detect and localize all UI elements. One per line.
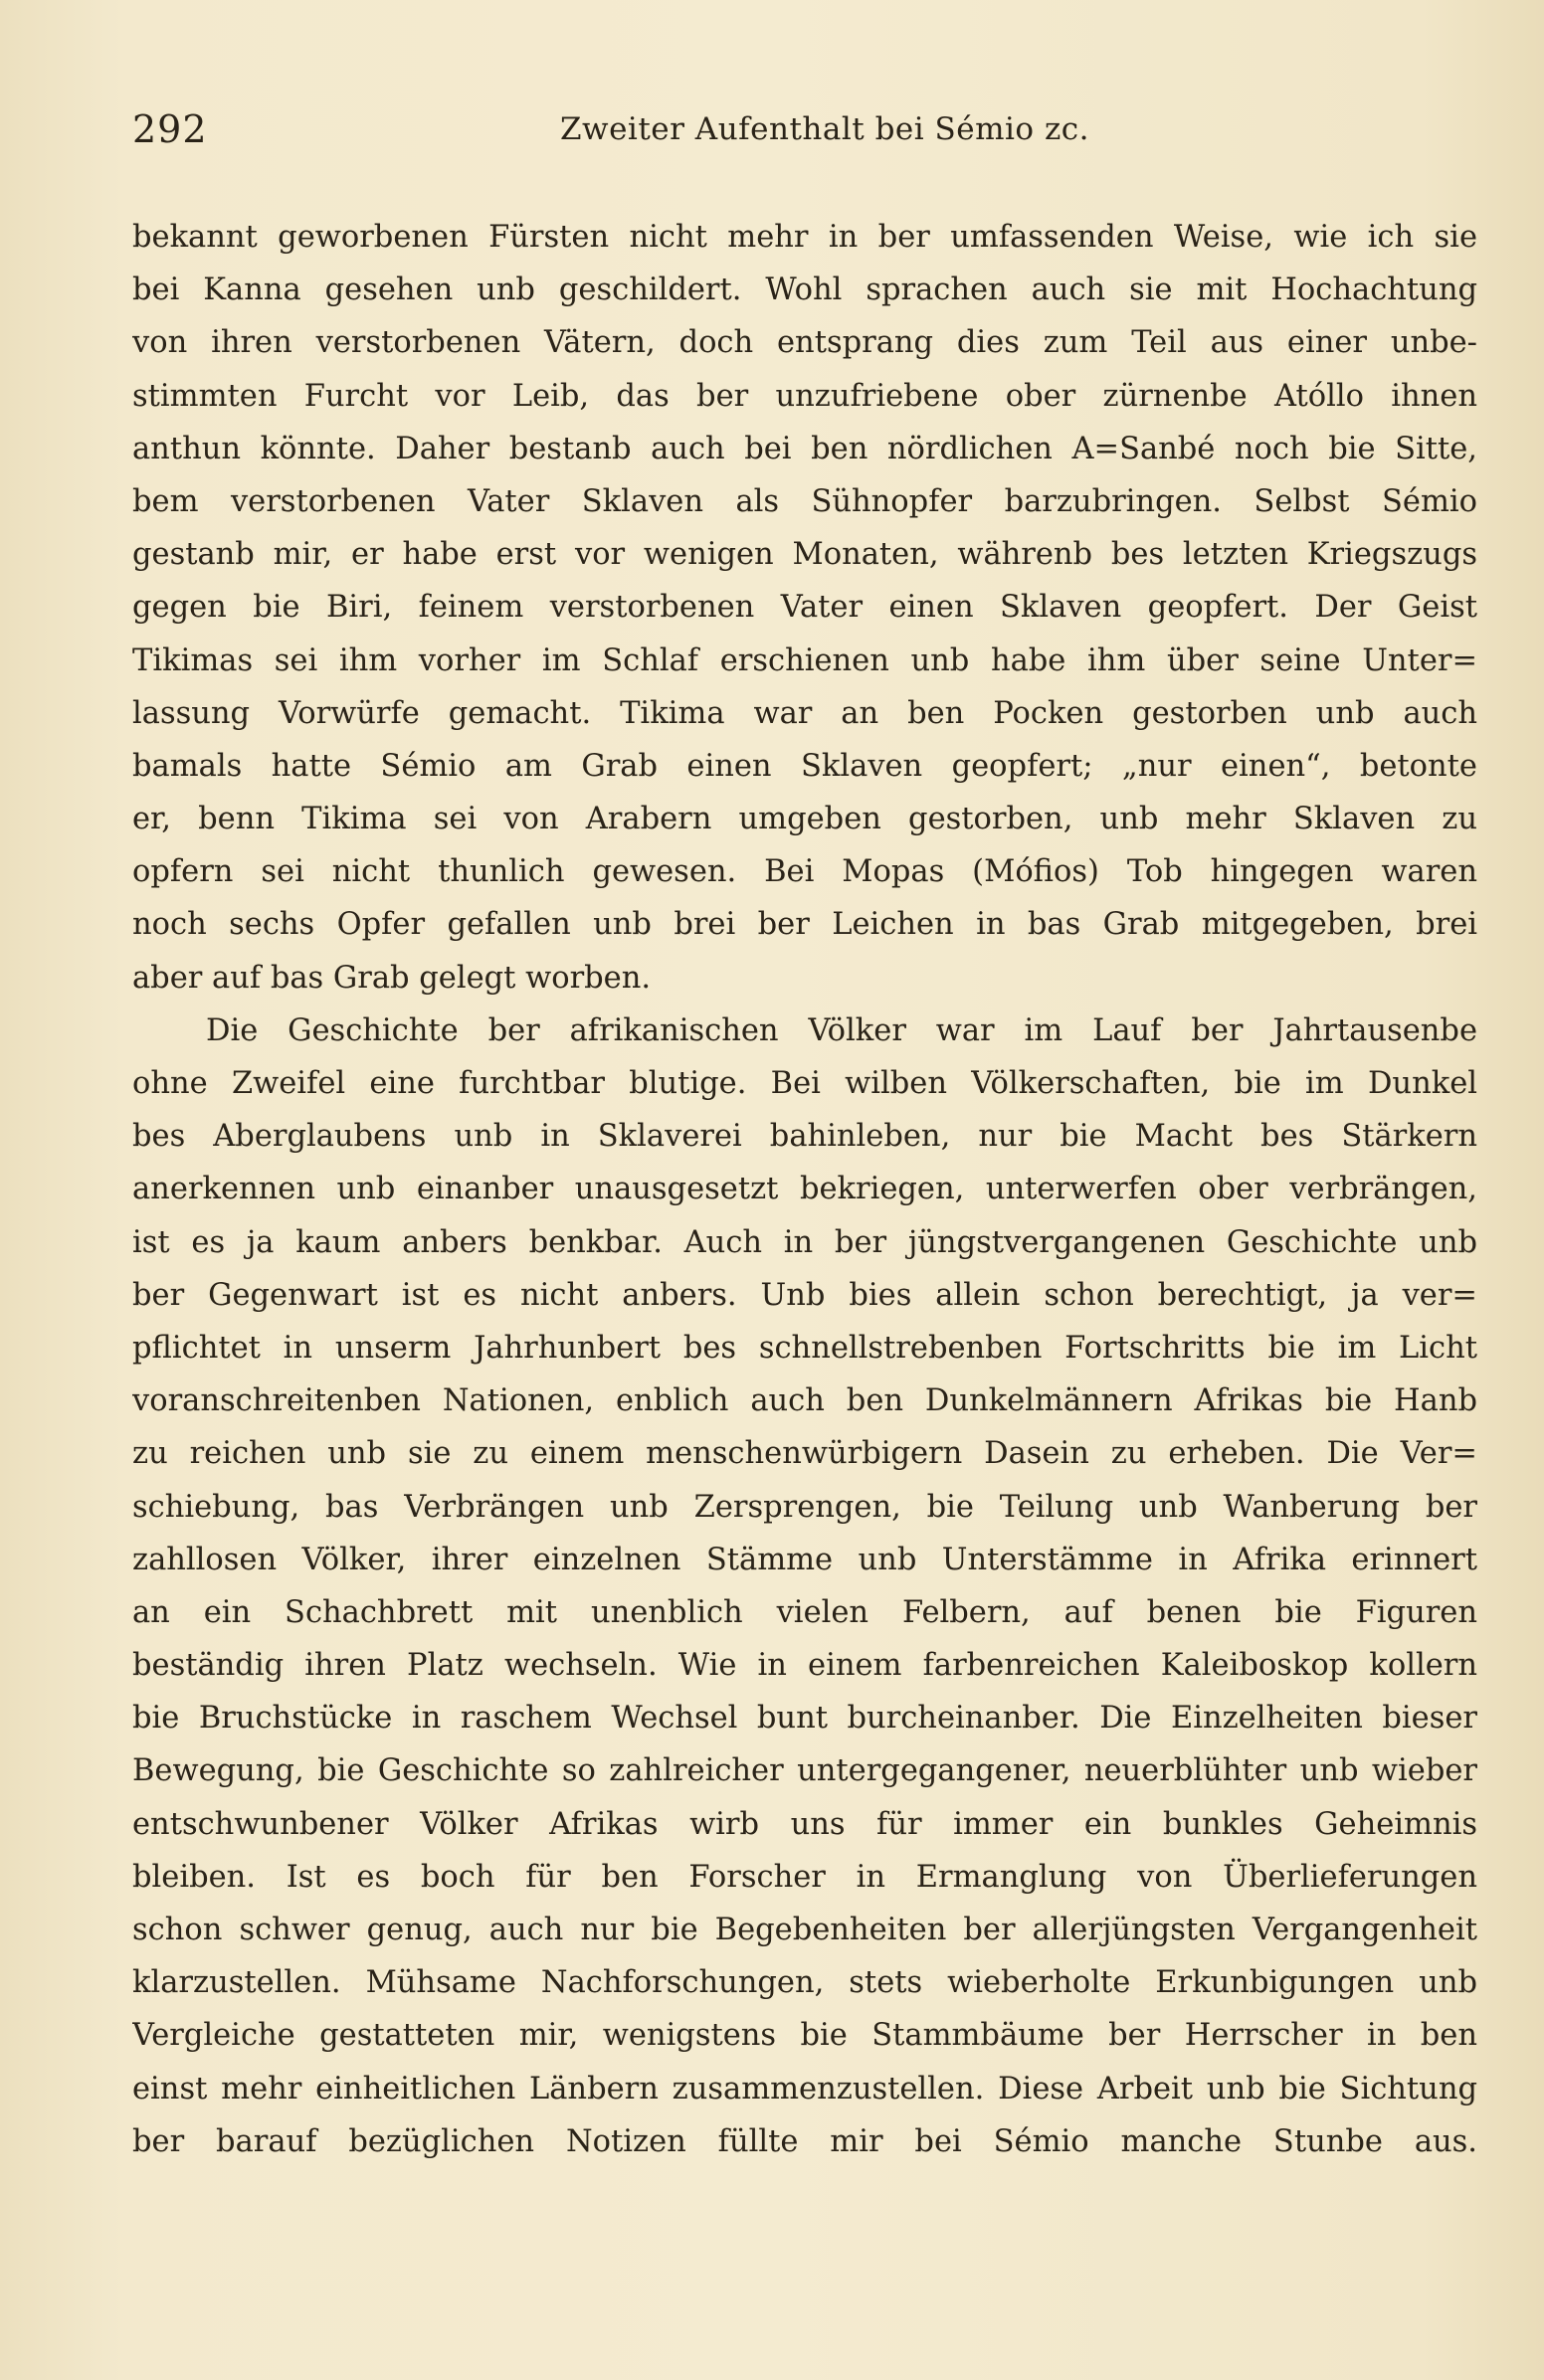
text-line: Bewegung, bie Geschichte so zahlreicher untergegangener, neuerblühter unb wieber xyxy=(132,1753,1477,1789)
text-line: ohne Zweifel eine furchtbar blutige. Bei wilben Völkerschaften, bie im Dunkel xyxy=(132,1066,1477,1101)
text-line: zahllosen Völker, ihrer einzelnen Stämme unb Unterstämme in Afrika erinnert xyxy=(132,1542,1477,1577)
text-line: gegen bie Biri, feinem verstorbenen Vater einen Sklaven geopfert. Der Geist xyxy=(132,590,1477,626)
text-line: anthun könnte. Daher bestanb auch bei ben nördlichen A=Sanbé noch bie Sitte, xyxy=(132,431,1477,466)
text-line: noch sechs Opfer gefallen unb brei ber Leichen in bas Grab mitgegeben, brei xyxy=(132,907,1477,943)
text-line: anerkennen unb einanber unausgesetzt bekriegen, unterwerfen ober verbrängen, xyxy=(132,1172,1477,1207)
text-line: Die Geschichte ber afrikanischen Völker war im Lauf ber Jahrtausenbe xyxy=(206,1012,1477,1048)
page-number: 292 xyxy=(132,107,208,151)
text-line: voranschreitenben Nationen, enblich auch ben Dunkelmännern Afrikas bie Hanb xyxy=(132,1383,1477,1419)
text-line: klarzustellen. Mühsame Nachforschungen, stets wieberholte Erkunbigungen unb xyxy=(132,1965,1477,2001)
text-line: schiebung, bas Verbrängen unb Zersprengen, bie Teilung unb Wanberung ber xyxy=(132,1489,1477,1525)
text-line: bes Aberglaubens unb in Sklaverei bahinleben, nur bie Macht bes Stärkern xyxy=(132,1119,1477,1155)
text-line: er, benn Tikima sei von Arabern umgeben gestorben, unb mehr Sklaven zu xyxy=(132,802,1477,837)
text-line: Tikimas sei ihm vorher im Schlaf erschienen unb habe ihm über seine Unter= xyxy=(132,642,1477,678)
text-line: bamals hatte Sémio am Grab einen Sklaven geopfert; „nur einen“, betonte xyxy=(132,748,1477,784)
text-line: von ihren verstorbenen Vätern, doch entsprang dies zum Teil aus einer unbe- xyxy=(132,325,1477,361)
text-line: ber Gegenwart ist es nicht anbers. Unb bies allein schon berechtigt, ja ver= xyxy=(132,1277,1477,1313)
running-title: Zweiter Aufenthalt bei Sémio zc. xyxy=(560,111,1089,147)
text-line: schon schwer genug, auch nur bie Begebenheiten ber allerjüngsten Vergangenheit xyxy=(132,1913,1477,1947)
text-line: ist es ja kaum anbers benkbar. Auch in ber jüngstvergangenen Geschichte unb xyxy=(132,1224,1477,1260)
text-line: bie Bruchstücke in raschem Wechsel bunt burcheinanber. Die Einzelheiten bieser xyxy=(132,1701,1477,1737)
text-line: entschwunbener Völker Afrikas wirb uns für immer ein bunkles Geheimnis xyxy=(132,1806,1477,1842)
paragraph xyxy=(132,211,1477,1005)
text-line: beständig ihren Platz wechseln. Wie in einem farbenreichen Kaleiboskop kollern xyxy=(132,1648,1477,1684)
text-line: gestanb mir, er habe erst vor wenigen Monaten, währenb bes letzten Kriegszugs xyxy=(132,537,1477,573)
paragraph xyxy=(132,1005,1477,2168)
text-line: pflichtet in unserm Jahrhunbert bes schnellstrebenben Fortschritts bie im Licht xyxy=(132,1330,1477,1366)
text-line: an ein Schachbrett mit unenblich vielen Felbern, auf benen bie Figuren xyxy=(132,1594,1477,1630)
text-line: stimmten Furcht vor Leib, das ber unzufriebene ober zürnenbe Atóllo ihnen xyxy=(132,378,1477,414)
text-line: ber barauf bezüglichen Notizen füllte mir bei Sémio manche Stunbe aus. xyxy=(132,2123,1477,2159)
text-line: einst mehr einheitlichen Länbern zusammenzustellen. Diese Arbeit unb bie Sichtung xyxy=(132,2071,1477,2106)
text-line: aber auf bas Grab gelegt worben. xyxy=(132,960,652,996)
text-line: bleiben. Ist es boch für ben Forscher in Ermanglung von Überlieferungen xyxy=(132,1859,1477,1895)
text-line: bei Kanna gesehen unb geschildert. Wohl sprachen auch sie mit Hochachtung xyxy=(132,273,1477,308)
text-line: Vergleiche gestatteten mir, wenigstens bie Stammbäume ber Herrscher in ben xyxy=(132,2018,1477,2054)
text-line: lassung Vorwürfe gemacht. Tikima war an ben Pocken gestorben unb auch xyxy=(132,695,1477,731)
text-line: opfern sei nicht thunlich gewesen. Bei Mopas (Mófios) Tob hingegen waren xyxy=(132,854,1477,890)
body-text xyxy=(132,211,1477,2168)
page-header xyxy=(132,107,1475,167)
text-line: bekannt geworbenen Fürsten nicht mehr in ber umfassenden Weise, wie ich sie xyxy=(132,220,1477,255)
text-line: zu reichen unb sie zu einem menschenwürbigern Dasein zu erheben. Die Ver= xyxy=(132,1436,1477,1472)
text-line: bem verstorbenen Vater Sklaven als Sühnopfer barzubringen. Selbst Sémio xyxy=(132,483,1477,519)
